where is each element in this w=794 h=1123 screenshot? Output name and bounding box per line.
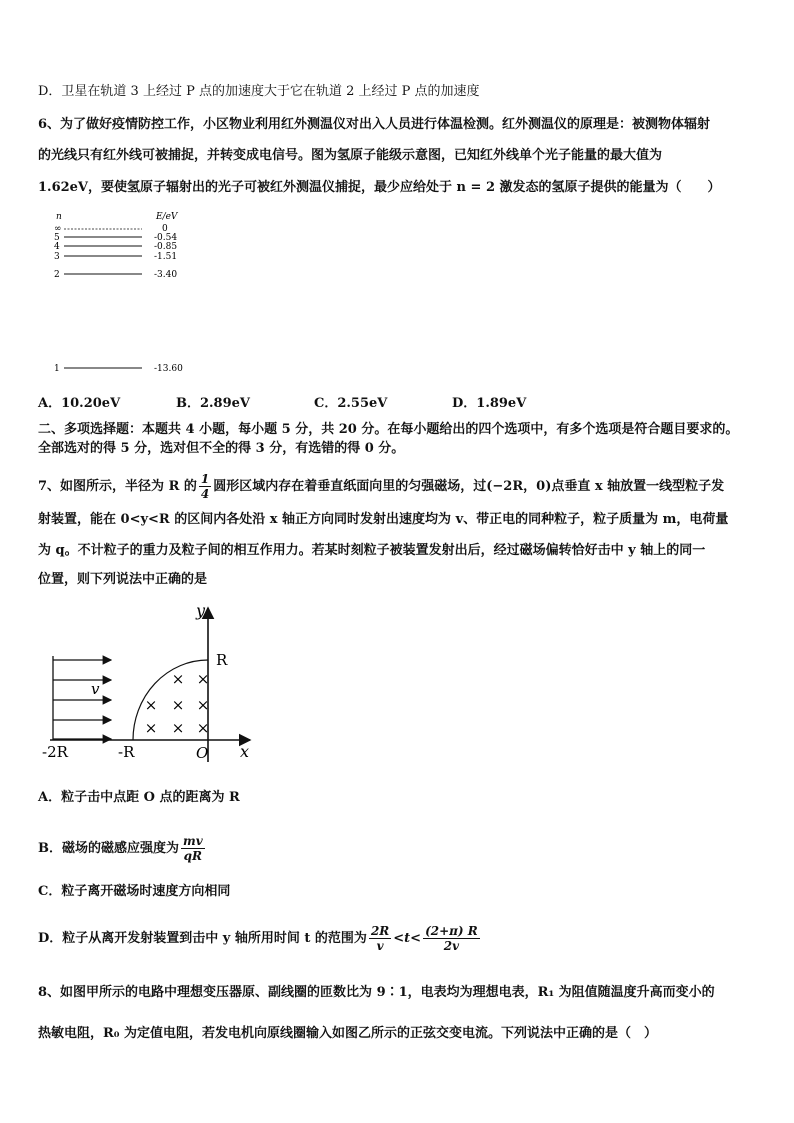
energy-level-diagram — [48, 210, 218, 380]
neg-r-label: -R — [118, 743, 135, 761]
fraction-numerator: (2+π) R — [425, 924, 478, 938]
q8-stem-line2: 热敏电阻，R₀ 为定值电阻，若发电机向原线圈输入如图乙所示的正弦交变电流。下列说法中正确的是（ ） — [38, 1026, 658, 1041]
q7-option-d-right-fraction — [423, 924, 480, 953]
fraction-numerator: 1 — [200, 472, 210, 486]
q7-option-a: A．粒子击中点距 O 点的距离为 R — [38, 790, 240, 805]
n-header: n — [56, 212, 62, 222]
section-2-heading-line1: 二、多项选择题：本题共 4 小题，每小题 5 分，共 20 分。在每小题给出的四个选项中，有多个选项是符合题目要求的。 — [38, 422, 739, 437]
velocity-label: v — [91, 680, 100, 698]
fraction-numerator: 2R — [370, 924, 390, 938]
cross-mark: × — [171, 719, 185, 737]
y-axis-label: y — [196, 601, 206, 620]
neg-2r-label: -2R — [42, 743, 68, 761]
level-n: ∞ — [54, 224, 62, 234]
q7-option-b-fraction — [181, 834, 205, 863]
cross-mark: × — [144, 696, 158, 714]
q7-option-b — [38, 832, 207, 866]
magnetic-field-figure — [38, 600, 268, 770]
level-e: -0.85 — [154, 242, 178, 252]
fraction-numerator: mv — [183, 834, 203, 848]
q5-option-d: D．卫星在轨道 3 上经过 P 点的加速度大于它在轨道 2 上经过 P 点的加速度 — [38, 84, 480, 99]
fraction-denominator: v — [376, 939, 384, 953]
cross-mark: × — [196, 719, 210, 737]
level-2 — [54, 270, 177, 280]
q7-option-d-left-fraction — [369, 924, 391, 953]
q7-option-d-text: D．粒子从离开发射装置到击中 y 轴所用时间 t 的范围为 — [38, 931, 367, 946]
level-n: 4 — [54, 242, 60, 252]
origin-label: O — [196, 744, 209, 762]
q7-stem-line4: 位置，则下列说法中正确的是 — [38, 572, 208, 587]
q6-option-c: C．2.55eV — [314, 396, 388, 411]
cross-mark: × — [171, 696, 185, 714]
q7-stem-part2: 圆形区域内存在着垂直纸面向里的匀强磁场，过(−2R，0)点垂直 x 轴放置一线型粒子发 — [213, 479, 725, 494]
r-label: R — [216, 651, 228, 669]
q7-stem-line1 — [38, 472, 724, 501]
level-n: 3 — [54, 252, 60, 262]
q6-stem-line3: 1.62eV，要使氢原子辐射出的光子可被红外测温仪捕捉，最少应给处于 n = 2 激发态的氢原子提供的能量为（ ） — [38, 180, 721, 195]
q6-stem-line1: 6、为了做好疫情防控工作，小区物业利用红外测温仪对出入人员进行体温检测。红外测温仪的原理是：被测物体辐射 — [38, 117, 711, 132]
q7-option-b-text: B．磁场的磁感应强度为 — [38, 841, 179, 856]
x-axis-label: x — [240, 742, 250, 761]
cross-mark: × — [144, 719, 158, 737]
cross-mark: × — [171, 670, 185, 688]
fraction-denominator: qR — [183, 849, 203, 863]
level-1 — [54, 364, 183, 374]
level-n: 2 — [54, 270, 60, 280]
level-n: 1 — [54, 364, 60, 374]
q6-option-d: D．1.89eV — [452, 396, 527, 411]
q6-option-a: A．10.20eV — [38, 396, 121, 411]
level-inf — [54, 224, 168, 234]
level-e: -1.51 — [154, 252, 178, 262]
fraction-denominator: 4 — [200, 487, 210, 501]
q7-option-d-inequality: <t< — [393, 931, 422, 946]
q7-option-d — [38, 920, 482, 958]
level-e: 0 — [162, 224, 168, 234]
level-n: 5 — [54, 233, 60, 243]
q7-quarter-fraction — [199, 472, 211, 501]
q6-stem-line2: 的光线只有红外线可被捕捉，并转变成电信号。图为氢原子能级示意图，已知红外线单个光子能量的最大值为 — [38, 148, 663, 163]
level-e: -3.40 — [154, 270, 178, 280]
e-header: E/eV — [156, 212, 178, 222]
q7-stem-part1: 7、如图所示，半径为 R 的 — [38, 479, 197, 494]
level-e: -13.60 — [154, 364, 183, 374]
q6-option-b: B．2.89eV — [176, 396, 251, 411]
cross-mark: × — [196, 670, 210, 688]
q7-stem-line3: 为 q。不计粒子的重力及粒子间的相互作用力。若某时刻粒子被装置发射出后，经过磁场偏转恰好击中 y 轴上的同一 — [38, 543, 706, 558]
section-2-heading-line2: 全部选对的得 5 分，选对但不全的得 3 分，有选错的得 0 分。 — [38, 441, 405, 456]
level-4 — [54, 242, 177, 252]
q7-stem-line2: 射装置，能在 0<y<R 的区间内各处沿 x 轴正方向同时发射出速度均为 v、带正电的同种粒子，粒子质量为 m，电荷量 — [38, 512, 729, 527]
level-e: -0.54 — [154, 233, 178, 243]
q7-option-c: C．粒子离开磁场时速度方向相同 — [38, 884, 231, 899]
q8-stem-line1: 8、如图甲所示的电路中理想变压器原、副线圈的匝数比为 9∶1，电表均为理想电表，R₁ 为阻值随温度升高而变小的 — [38, 985, 715, 1000]
level-3 — [54, 252, 177, 262]
fraction-denominator: 2v — [443, 939, 460, 953]
cross-mark: × — [196, 696, 210, 714]
